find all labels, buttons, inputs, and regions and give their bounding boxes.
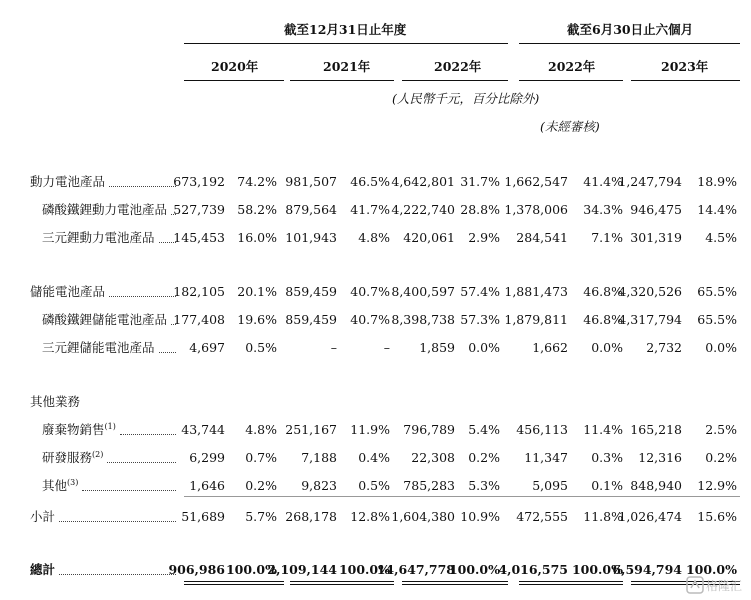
dot-leader bbox=[120, 434, 176, 435]
row-label-text: 其他 bbox=[42, 478, 68, 493]
cell-lfp-storage-0: 177,408 bbox=[173, 312, 225, 327]
row-label-text: 小計 bbox=[30, 509, 56, 524]
cell-total-6: 4,016,575 bbox=[498, 562, 568, 577]
cell-lfp-storage-1: 19.6% bbox=[237, 312, 277, 327]
cell-waste-sales-5: 5.4% bbox=[468, 422, 500, 437]
cell-ternary-storage-4: 1,859 bbox=[419, 340, 455, 355]
cell-storage-battery-1: 20.1% bbox=[237, 284, 277, 299]
cell-lfp-power-1: 58.2% bbox=[237, 202, 277, 217]
cell-storage-battery-9: 65.5% bbox=[697, 284, 737, 299]
cell-other-7: 0.1% bbox=[591, 478, 623, 493]
cell-lfp-power-0: 527,739 bbox=[173, 202, 225, 217]
cell-waste-sales-0: 43,744 bbox=[181, 422, 225, 437]
cell-subtotal-1: 5.7% bbox=[245, 509, 277, 524]
cell-rd-services-0: 6,299 bbox=[189, 450, 225, 465]
cell-rd-services-6: 11,347 bbox=[524, 450, 568, 465]
cell-subtotal-9: 15.6% bbox=[697, 509, 737, 524]
cell-ternary-power-7: 7.1% bbox=[591, 230, 623, 245]
cell-ternary-power-0: 145,453 bbox=[173, 230, 225, 245]
header-rule-fy bbox=[184, 43, 508, 44]
header-fiscal-year: 截至12月31日止年度 bbox=[284, 22, 407, 37]
cell-lfp-storage-9: 65.5% bbox=[697, 312, 737, 327]
cell-subtotal-2: 268,178 bbox=[285, 509, 337, 524]
cell-lfp-power-7: 34.3% bbox=[583, 202, 623, 217]
footnote-ref: (3) bbox=[67, 477, 79, 487]
cell-ternary-storage-7: 0.0% bbox=[591, 340, 623, 355]
cell-other-8: 848,940 bbox=[630, 478, 682, 493]
cell-power-battery-4: 4,642,801 bbox=[391, 174, 455, 189]
cell-ternary-power-5: 2.9% bbox=[468, 230, 500, 245]
cell-lfp-power-8: 946,475 bbox=[630, 202, 682, 217]
row-label-text: 三元鋰動力電池產品 bbox=[42, 230, 155, 245]
row-label-lfp-storage bbox=[42, 313, 167, 327]
total-double-rule bbox=[184, 581, 284, 582]
cell-waste-sales-3: 11.9% bbox=[350, 422, 390, 437]
total-double-rule bbox=[519, 581, 623, 582]
cell-total-7: 100.0% bbox=[571, 562, 623, 577]
row-label-text: 動力電池產品 bbox=[30, 174, 106, 189]
total-double-rule bbox=[290, 584, 394, 585]
subtotal-rule bbox=[184, 496, 740, 497]
cell-rd-services-1: 0.7% bbox=[245, 450, 277, 465]
cell-lfp-storage-5: 57.3% bbox=[460, 312, 500, 327]
cell-storage-battery-0: 182,105 bbox=[173, 284, 225, 299]
cell-total-1: 100.0% bbox=[225, 562, 277, 577]
cell-rd-services-2: 7,188 bbox=[301, 450, 337, 465]
cell-power-battery-6: 1,662,547 bbox=[504, 174, 568, 189]
cell-lfp-storage-8: 4,317,794 bbox=[618, 312, 682, 327]
cell-other-9: 12.9% bbox=[697, 478, 737, 493]
cell-power-battery-0: 673,192 bbox=[173, 174, 225, 189]
cell-lfp-storage-7: 46.8% bbox=[583, 312, 623, 327]
total-double-rule bbox=[184, 584, 284, 585]
cell-power-battery-1: 74.2% bbox=[237, 174, 277, 189]
total-double-rule bbox=[519, 584, 623, 585]
cell-other-4: 785,283 bbox=[403, 478, 455, 493]
unaudited-note: (未經審核) bbox=[540, 119, 600, 134]
row-label-total bbox=[30, 563, 55, 577]
cell-other-3: 0.5% bbox=[358, 478, 390, 493]
footnote-ref: (2) bbox=[92, 449, 104, 459]
row-label-text: 其他業務 bbox=[30, 394, 81, 409]
cell-waste-sales-6: 456,113 bbox=[516, 422, 568, 437]
cell-other-0: 1,646 bbox=[189, 478, 225, 493]
cell-ternary-storage-0: 4,697 bbox=[189, 340, 225, 355]
row-label-text: 研發服務 bbox=[42, 450, 93, 465]
cell-waste-sales-1: 4.8% bbox=[245, 422, 277, 437]
cell-subtotal-6: 472,555 bbox=[516, 509, 568, 524]
dot-leader bbox=[159, 352, 176, 353]
footnote-ref: (1) bbox=[104, 421, 116, 431]
row-label-ternary-storage bbox=[42, 341, 155, 355]
row-label-storage-battery bbox=[30, 285, 105, 299]
cell-lfp-power-9: 14.4% bbox=[697, 202, 737, 217]
cell-waste-sales-8: 165,218 bbox=[630, 422, 682, 437]
cell-rd-services-7: 0.3% bbox=[591, 450, 623, 465]
dot-leader bbox=[59, 521, 176, 522]
cell-rd-services-4: 22,308 bbox=[411, 450, 455, 465]
cell-total-5: 100.0% bbox=[448, 562, 500, 577]
cell-total-4: 14,647,778 bbox=[376, 562, 455, 577]
row-label-text: 儲能電池產品 bbox=[30, 284, 106, 299]
row-label-lfp-power bbox=[42, 203, 167, 217]
cell-lfp-storage-4: 8,398,738 bbox=[391, 312, 455, 327]
cell-subtotal-0: 51,689 bbox=[181, 509, 225, 524]
dot-leader bbox=[59, 574, 176, 575]
cell-ternary-storage-5: 0.0% bbox=[468, 340, 500, 355]
cell-storage-battery-7: 46.8% bbox=[583, 284, 623, 299]
row-label-ternary-power bbox=[42, 231, 155, 245]
row-label-power-battery bbox=[30, 175, 105, 189]
cell-waste-sales-4: 796,789 bbox=[403, 422, 455, 437]
total-double-rule bbox=[402, 581, 508, 582]
cell-ternary-storage-6: 1,662 bbox=[532, 340, 568, 355]
cell-power-battery-8: 1,247,794 bbox=[618, 174, 682, 189]
cell-subtotal-3: 12.8% bbox=[350, 509, 390, 524]
year-rule-2022-hy bbox=[519, 80, 623, 81]
cell-lfp-power-5: 28.8% bbox=[460, 202, 500, 217]
cell-total-8: 6,594,794 bbox=[612, 562, 682, 577]
cell-lfp-power-2: 879,564 bbox=[285, 202, 337, 217]
row-label-text: 三元鋰儲能電池產品 bbox=[42, 340, 155, 355]
dot-leader bbox=[107, 462, 176, 463]
cell-waste-sales-2: 251,167 bbox=[285, 422, 337, 437]
cell-lfp-storage-2: 859,459 bbox=[285, 312, 337, 327]
cell-power-battery-9: 18.9% bbox=[697, 174, 737, 189]
cell-ternary-power-2: 101,943 bbox=[285, 230, 337, 245]
cell-storage-battery-6: 1,881,473 bbox=[504, 284, 568, 299]
cell-ternary-power-6: 284,541 bbox=[516, 230, 568, 245]
cell-power-battery-3: 46.5% bbox=[350, 174, 390, 189]
cell-total-3: 100.0% bbox=[338, 562, 390, 577]
dot-leader bbox=[109, 186, 176, 187]
row-label-subtotal bbox=[30, 510, 55, 524]
dot-leader bbox=[82, 490, 176, 491]
dot-leader bbox=[109, 296, 176, 297]
cell-lfp-power-4: 4,222,740 bbox=[391, 202, 455, 217]
cell-storage-battery-2: 859,459 bbox=[285, 284, 337, 299]
row-label-other-business bbox=[30, 395, 80, 409]
cell-rd-services-5: 0.2% bbox=[468, 450, 500, 465]
unit-note: (人民幣千元，百分比除外) bbox=[392, 91, 540, 106]
cell-ternary-storage-2: – bbox=[330, 340, 337, 355]
year-2022-fy: 2022年 bbox=[434, 59, 482, 74]
cell-storage-battery-5: 57.4% bbox=[460, 284, 500, 299]
cell-other-2: 9,823 bbox=[301, 478, 337, 493]
cell-storage-battery-3: 40.7% bbox=[350, 284, 390, 299]
svg-text:格隆汇: 格隆汇 bbox=[706, 579, 743, 593]
cell-storage-battery-4: 8,400,597 bbox=[391, 284, 455, 299]
cell-total-2: 2,109,144 bbox=[267, 562, 337, 577]
cell-ternary-storage-9: 0.0% bbox=[705, 340, 737, 355]
header-six-months: 截至6月30日止六個月 bbox=[567, 22, 694, 37]
cell-subtotal-5: 10.9% bbox=[460, 509, 500, 524]
cell-waste-sales-7: 11.4% bbox=[583, 422, 623, 437]
year-rule-2023-hy bbox=[631, 80, 740, 81]
cell-total-0: 906,986 bbox=[168, 562, 225, 577]
cell-lfp-power-6: 1,378,006 bbox=[504, 202, 568, 217]
row-label-text: 磷酸鐵鋰動力電池產品 bbox=[42, 202, 168, 217]
year-2023-hy: 2023年 bbox=[661, 59, 709, 74]
cell-subtotal-8: 1,026,474 bbox=[618, 509, 682, 524]
year-rule-2021 bbox=[290, 80, 394, 81]
cell-power-battery-7: 41.4% bbox=[583, 174, 623, 189]
cell-ternary-power-4: 420,061 bbox=[403, 230, 455, 245]
cell-waste-sales-9: 2.5% bbox=[705, 422, 737, 437]
year-2022-hy: 2022年 bbox=[548, 59, 596, 74]
year-rule-2022 bbox=[402, 80, 508, 81]
row-label-text: 廢棄物銷售 bbox=[42, 422, 105, 437]
cell-lfp-power-3: 41.7% bbox=[350, 202, 390, 217]
cell-ternary-power-8: 301,319 bbox=[630, 230, 682, 245]
cell-lfp-storage-3: 40.7% bbox=[350, 312, 390, 327]
cell-ternary-power-9: 4.5% bbox=[705, 230, 737, 245]
year-rule-2020 bbox=[184, 80, 284, 81]
year-2020: 2020年 bbox=[211, 59, 259, 74]
cell-other-1: 0.2% bbox=[245, 478, 277, 493]
cell-other-6: 5,095 bbox=[532, 478, 568, 493]
row-label-rd-services bbox=[42, 451, 103, 465]
cell-ternary-storage-3: – bbox=[383, 340, 390, 355]
cell-ternary-storage-1: 0.5% bbox=[245, 340, 277, 355]
watermark-logo bbox=[686, 574, 748, 596]
row-label-waste-sales bbox=[42, 423, 116, 437]
cell-lfp-storage-6: 1,879,811 bbox=[504, 312, 568, 327]
cell-subtotal-7: 11.8% bbox=[583, 509, 623, 524]
cell-power-battery-2: 981,507 bbox=[285, 174, 337, 189]
total-double-rule bbox=[402, 584, 508, 585]
year-2021: 2021年 bbox=[323, 59, 371, 74]
cell-rd-services-9: 0.2% bbox=[705, 450, 737, 465]
row-label-text: 磷酸鐵鋰儲能電池產品 bbox=[42, 312, 168, 327]
cell-ternary-power-3: 4.8% bbox=[358, 230, 390, 245]
total-double-rule bbox=[290, 581, 394, 582]
cell-other-5: 5.3% bbox=[468, 478, 500, 493]
cell-storage-battery-8: 4,320,526 bbox=[618, 284, 682, 299]
cell-rd-services-3: 0.4% bbox=[358, 450, 390, 465]
cell-subtotal-4: 1,604,380 bbox=[391, 509, 455, 524]
cell-power-battery-5: 31.7% bbox=[460, 174, 500, 189]
cell-total-9: 100.0% bbox=[685, 562, 737, 577]
cell-ternary-storage-8: 2,732 bbox=[646, 340, 682, 355]
cell-rd-services-8: 12,316 bbox=[638, 450, 682, 465]
row-label-other bbox=[42, 479, 78, 493]
row-label-text: 總計 bbox=[30, 562, 56, 577]
header-rule-hy bbox=[519, 43, 740, 44]
cell-ternary-power-1: 16.0% bbox=[237, 230, 277, 245]
